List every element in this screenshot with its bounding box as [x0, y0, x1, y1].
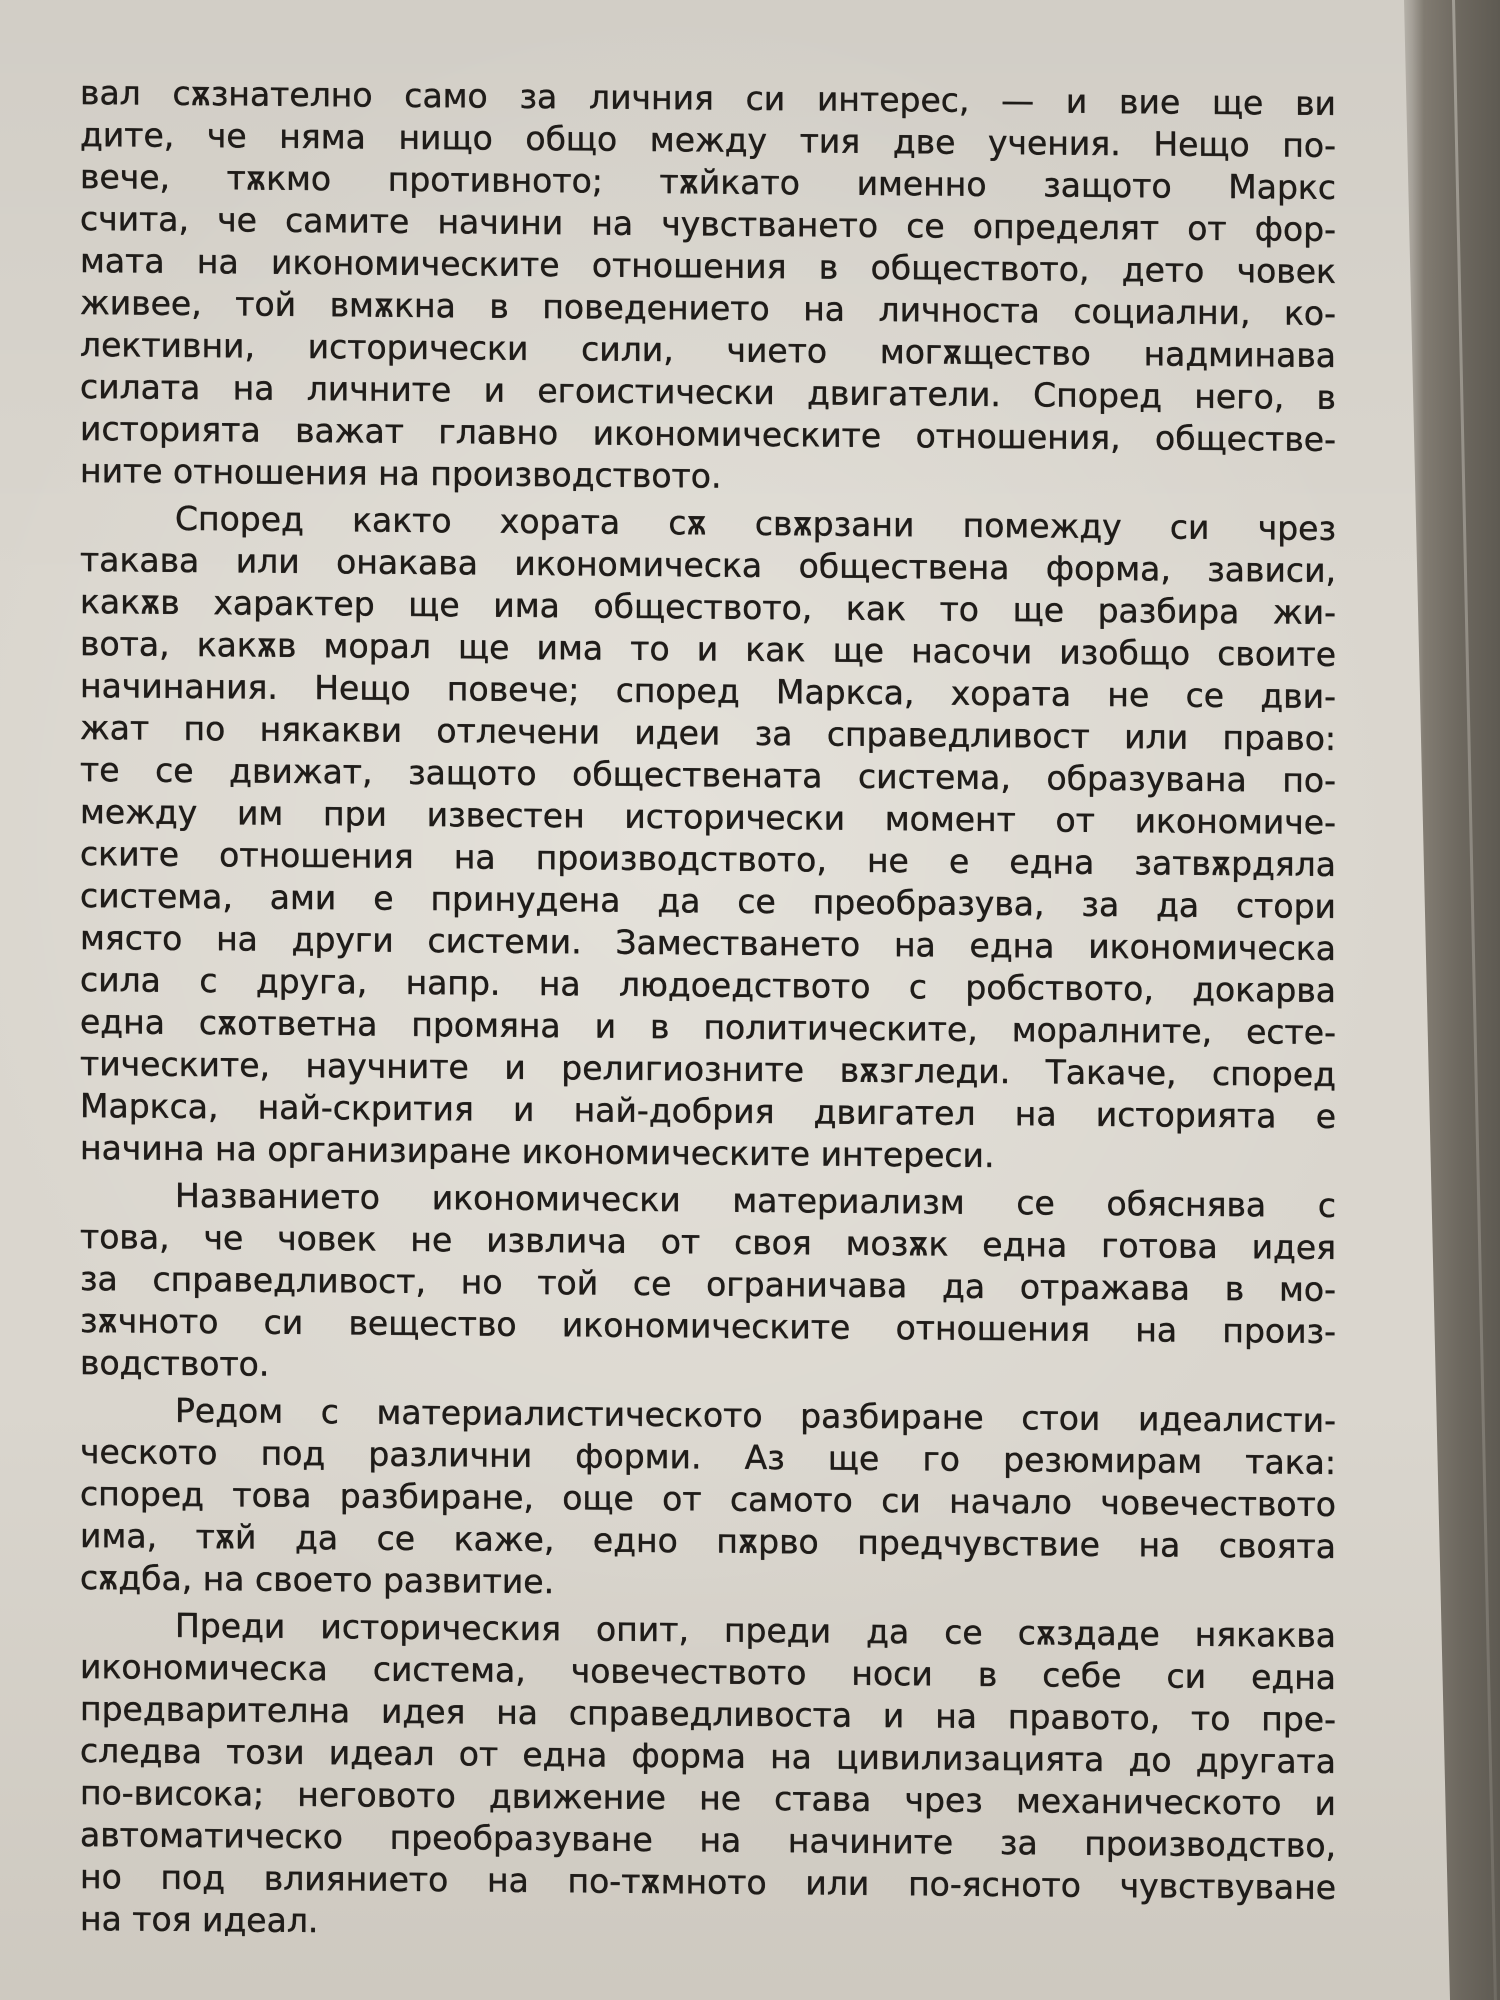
- text-line: сила с друга, напр. на людоедството с робството, докарва: [80, 960, 1336, 1010]
- paragraph-3: [80, 1174, 1336, 1395]
- book-gutter-shadow: [1390, 0, 1500, 2000]
- text-line: начинания. Нещо повече; според Маркса, хората не се дви-: [80, 666, 1336, 716]
- text-line: ческото под различни форми. Аз ще го резюмирам така:: [80, 1432, 1336, 1482]
- text-line: според това разбиране, още от самото си начало човечеството: [80, 1474, 1336, 1524]
- text-line: сѫдба, на своето развитие.: [80, 1558, 555, 1602]
- text-line: има, тѫй да се каже, едно пѫрво предчувствие на своята: [80, 1516, 1336, 1566]
- text-line: такава или онакава икономическа обществена форма, зависи,: [80, 540, 1336, 590]
- text-line: счита, че самите начини на чувстването се определят от фор-: [80, 199, 1336, 249]
- text-line: една сѫответна промяна и в политическите, моралните, есте-: [80, 1002, 1336, 1052]
- text-line: място на други системи. Заместването на една икономическа: [80, 918, 1336, 968]
- text-line: начина на организиране икономическите интереси.: [80, 1128, 995, 1175]
- text-line: Редом с материалистическото разбиране стои идеалисти-: [175, 1390, 1336, 1440]
- text-line: икономическа система, човечеството носи в себе си една: [80, 1647, 1336, 1697]
- text-line: историята важат главно икономическите отношения, обществе-: [80, 409, 1336, 459]
- text-line: тическите, научните и религиозните вѫзгледи. Такаче, според: [80, 1044, 1336, 1094]
- text-line: ските отношения на производството, не е една затвѫрдяла: [80, 834, 1336, 884]
- text-line: вота, какѫв морал ще има то и как ще насочи изобщо своите: [80, 624, 1336, 674]
- text-line: зѫчното си вещество икономическите отношения на произ-: [80, 1301, 1336, 1351]
- text-line: лективни, исторически сили, чието могѫщество надминава: [80, 325, 1336, 375]
- text-line: живее, той вмѫкна в поведението на личноста социални, ко-: [80, 283, 1336, 333]
- text-line: по-висока; неговото движение не става чрез механическото и: [80, 1773, 1336, 1823]
- text-line: водството.: [80, 1343, 270, 1384]
- text-line: Преди историческия опит, преди да се сѫздаде някаква: [175, 1605, 1336, 1655]
- paragraph-1: [80, 72, 1336, 503]
- text-line: но под влиянието на по-тѫмното или по-ясното чувствуване: [80, 1857, 1336, 1907]
- paragraph-4: [80, 1389, 1336, 1610]
- text-line: дите, че няма нищо общо между тия две учения. Нещо по-: [80, 115, 1336, 165]
- text-line: автоматическо преобразуване на начините за производство,: [80, 1815, 1336, 1865]
- text-line: ните отношения на производството.: [80, 451, 722, 496]
- paragraph-5: [80, 1604, 1336, 1951]
- text-line: Маркса, най-скрития и най-добрия двигател на историята е: [80, 1086, 1336, 1136]
- text-line: следва този идеал от една форма на цивилизацията до другата: [80, 1731, 1336, 1781]
- text-line: на тоя идеал.: [80, 1899, 319, 1941]
- text-line: мата на икономическите отношения в обществото, дето човек: [80, 241, 1336, 291]
- text-line: между им при известен исторически момент от икономиче-: [80, 792, 1336, 842]
- paragraph-2: [80, 497, 1336, 1180]
- text-line: Названието икономически материализм се обяснява с: [175, 1175, 1336, 1225]
- text-line: вал сѫзнателно само за личния си интерес, — и вие ще ви: [80, 73, 1336, 123]
- text-line: силата на личните и егоистически двигатели. Според него, в: [80, 367, 1336, 417]
- page-text: [80, 72, 1336, 1951]
- text-line: това, че човек не извлича от своя мозѫк една готова идея: [80, 1217, 1336, 1267]
- text-line: какѫв характер ще има обществото, как то ще разбира жи-: [80, 582, 1336, 632]
- text-line: Според както хората сѫ свѫрзани помежду си чрез: [175, 498, 1336, 548]
- text-line: жат по някакви отлечени идеи за справедливост или право:: [80, 708, 1336, 758]
- text-line: за справедливост, но той се ограничава да отражава в мо-: [80, 1259, 1336, 1309]
- text-line: система, ами е принудена да се преобразува, за да стори: [80, 876, 1336, 926]
- text-line: вече, тѫкмо противното; тѫйкато именно защото Маркс: [80, 157, 1336, 207]
- text-line: предварителна идея на справедливоста и на правото, то пре-: [80, 1689, 1336, 1739]
- text-line: те се движат, защото обществената система, образувана по-: [80, 750, 1336, 800]
